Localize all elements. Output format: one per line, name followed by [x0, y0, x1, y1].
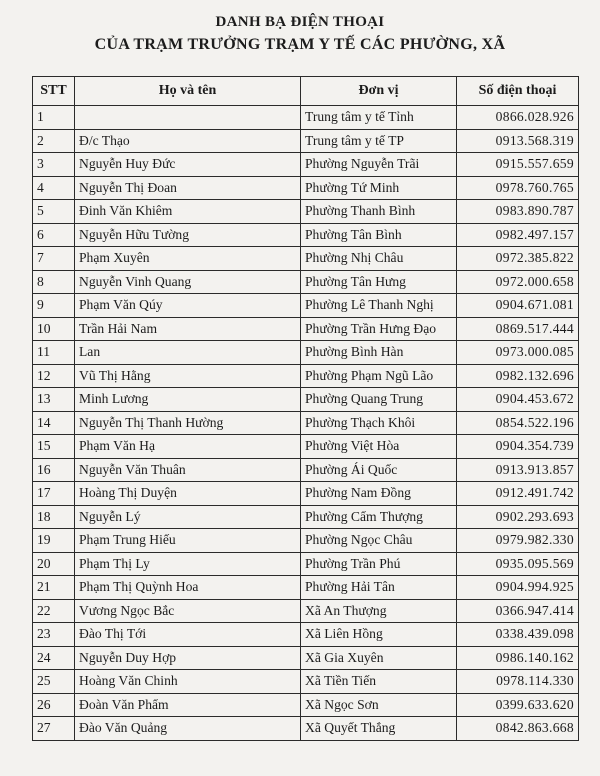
- row-stt-cell: 23: [33, 623, 75, 647]
- row-phone-cell: 0915.557.659: [457, 153, 579, 177]
- document-title: DANH BẠ ĐIỆN THOẠI: [215, 14, 385, 30]
- row-phone-cell: 0854.522.196: [457, 411, 579, 435]
- row-phone-cell: 0904.453.672: [457, 388, 579, 412]
- row-unit-cell: Xã Gia Xuyên: [301, 646, 457, 670]
- table-row: [33, 129, 579, 153]
- row-phone-cell: 0986.140.162: [457, 646, 579, 670]
- table-row: [33, 294, 579, 318]
- row-phone-cell: 0983.890.787: [457, 200, 579, 224]
- header-name: Họ và tên: [75, 77, 301, 106]
- row-unit-cell: Phường Nam Đồng: [301, 482, 457, 506]
- row-stt-cell: 16: [33, 458, 75, 482]
- row-name-cell: Nguyễn Văn Thuân: [75, 458, 301, 482]
- table-row: [33, 411, 579, 435]
- row-phone-cell: 0972.385.822: [457, 247, 579, 271]
- row-stt-cell: 9: [33, 294, 75, 318]
- row-name-cell: Phạm Thị Quỳnh Hoa: [75, 576, 301, 600]
- row-stt-cell: 2: [33, 129, 75, 153]
- table-row: [33, 646, 579, 670]
- row-phone-cell: 0935.095.569: [457, 552, 579, 576]
- row-name-cell: Phạm Xuyên: [75, 247, 301, 271]
- row-name-cell: Phạm Văn Qúy: [75, 294, 301, 318]
- row-phone-cell: 0842.863.668: [457, 717, 579, 741]
- row-unit-cell: Xã Ngọc Sơn: [301, 693, 457, 717]
- row-name-cell: Phạm Văn Hạ: [75, 435, 301, 459]
- row-stt-cell: 20: [33, 552, 75, 576]
- row-name-cell: Hoàng Thị Duyện: [75, 482, 301, 506]
- row-unit-cell: Phường Ái Quốc: [301, 458, 457, 482]
- row-stt-cell: 19: [33, 529, 75, 553]
- row-stt-cell: 7: [33, 247, 75, 271]
- table-row: [33, 458, 579, 482]
- row-phone-cell: 0913.568.319: [457, 129, 579, 153]
- row-unit-cell: Phường Quang Trung: [301, 388, 457, 412]
- row-stt-cell: 26: [33, 693, 75, 717]
- table-row: [33, 482, 579, 506]
- row-name-cell: Nguyễn Hữu Tường: [75, 223, 301, 247]
- table-row: [33, 223, 579, 247]
- row-phone-cell: 0972.000.658: [457, 270, 579, 294]
- row-unit-cell: Phường Bình Hàn: [301, 341, 457, 365]
- table-header-row: [33, 77, 579, 106]
- table-row: [33, 693, 579, 717]
- table-row: [33, 341, 579, 365]
- phone-directory-table: [32, 76, 579, 741]
- table-row: [33, 529, 579, 553]
- row-unit-cell: Phường Tân Hưng: [301, 270, 457, 294]
- table-row: [33, 153, 579, 177]
- row-name-cell: Đào Thị Tới: [75, 623, 301, 647]
- row-stt-cell: 21: [33, 576, 75, 600]
- row-name-cell: Trần Hải Nam: [75, 317, 301, 341]
- row-unit-cell: Phường Tứ Minh: [301, 176, 457, 200]
- header-phone: Số điện thoại: [457, 77, 579, 106]
- row-phone-cell: 0904.671.081: [457, 294, 579, 318]
- row-unit-cell: Xã Quyết Thắng: [301, 717, 457, 741]
- row-name-cell: Nguyễn Thị Đoan: [75, 176, 301, 200]
- row-phone-cell: 0338.439.098: [457, 623, 579, 647]
- document-subtitle: CỦA TRẠM TRƯỞNG TRẠM Y TẾ CÁC PHƯỜNG, XÃ: [94, 36, 506, 53]
- table-row: [33, 552, 579, 576]
- table-row: [33, 505, 579, 529]
- row-phone-cell: 0904.994.925: [457, 576, 579, 600]
- row-name-cell: Đoàn Văn Phẩm: [75, 693, 301, 717]
- row-unit-cell: Phường Trần Phú: [301, 552, 457, 576]
- row-stt-cell: 10: [33, 317, 75, 341]
- row-stt-cell: 15: [33, 435, 75, 459]
- row-name-cell: Nguyễn Lý: [75, 505, 301, 529]
- row-name-cell: Phạm Trung Hiếu: [75, 529, 301, 553]
- row-unit-cell: Phường Hải Tân: [301, 576, 457, 600]
- row-phone-cell: 0978.114.330: [457, 670, 579, 694]
- row-phone-cell: 0973.000.085: [457, 341, 579, 365]
- row-phone-cell: 0366.947.414: [457, 599, 579, 623]
- table-row: [33, 200, 579, 224]
- table-row: [33, 623, 579, 647]
- row-name-cell: Vũ Thị Hằng: [75, 364, 301, 388]
- row-stt-cell: 27: [33, 717, 75, 741]
- row-phone-cell: 0904.354.739: [457, 435, 579, 459]
- row-phone-cell: 0869.517.444: [457, 317, 579, 341]
- row-name-cell: Lan: [75, 341, 301, 365]
- row-unit-cell: Phường Việt Hòa: [301, 435, 457, 459]
- row-name-cell: Đào Văn Quảng: [75, 717, 301, 741]
- row-name-cell: Đinh Văn Khiêm: [75, 200, 301, 224]
- row-phone-cell: 0866.028.926: [457, 106, 579, 130]
- row-unit-cell: Phường Phạm Ngũ Lão: [301, 364, 457, 388]
- row-name-cell: Phạm Thị Ly: [75, 552, 301, 576]
- row-stt-cell: 14: [33, 411, 75, 435]
- table-row: [33, 599, 579, 623]
- row-name-cell: Nguyễn Thị Thanh Hường: [75, 411, 301, 435]
- row-phone-cell: 0902.293.693: [457, 505, 579, 529]
- row-stt-cell: 13: [33, 388, 75, 412]
- row-stt-cell: 11: [33, 341, 75, 365]
- row-unit-cell: Xã An Thượng: [301, 599, 457, 623]
- row-name-cell: [75, 106, 301, 130]
- row-name-cell: Hoàng Văn Chinh: [75, 670, 301, 694]
- row-phone-cell: 0982.497.157: [457, 223, 579, 247]
- row-unit-cell: Phường Trần Hưng Đạo: [301, 317, 457, 341]
- row-stt-cell: 8: [33, 270, 75, 294]
- row-unit-cell: Phường Thạch Khôi: [301, 411, 457, 435]
- table-row: [33, 670, 579, 694]
- row-stt-cell: 6: [33, 223, 75, 247]
- table-row: [33, 270, 579, 294]
- row-stt-cell: 3: [33, 153, 75, 177]
- row-unit-cell: Trung tâm y tế TP: [301, 129, 457, 153]
- table-row: [33, 176, 579, 200]
- row-stt-cell: 17: [33, 482, 75, 506]
- row-unit-cell: Trung tâm y tế Tỉnh: [301, 106, 457, 130]
- row-name-cell: Minh Lương: [75, 388, 301, 412]
- row-unit-cell: Phường Tân Bình: [301, 223, 457, 247]
- row-stt-cell: 5: [33, 200, 75, 224]
- row-unit-cell: Phường Thanh Bình: [301, 200, 457, 224]
- row-stt-cell: 18: [33, 505, 75, 529]
- row-stt-cell: 25: [33, 670, 75, 694]
- table-row: [33, 317, 579, 341]
- header-stt: STT: [33, 77, 75, 106]
- header-unit: Đơn vị: [301, 77, 457, 106]
- row-name-cell: Nguyễn Huy Đức: [75, 153, 301, 177]
- row-unit-cell: Phường Lê Thanh Nghị: [301, 294, 457, 318]
- table-row: [33, 576, 579, 600]
- table-row: [33, 435, 579, 459]
- row-unit-cell: Phường Ngọc Châu: [301, 529, 457, 553]
- table-row: [33, 247, 579, 271]
- row-phone-cell: 0913.913.857: [457, 458, 579, 482]
- row-phone-cell: 0979.982.330: [457, 529, 579, 553]
- row-stt-cell: 12: [33, 364, 75, 388]
- row-unit-cell: Phường Nguyễn Trãi: [301, 153, 457, 177]
- row-unit-cell: Phường Cẩm Thượng: [301, 505, 457, 529]
- row-name-cell: Nguyễn Vinh Quang: [75, 270, 301, 294]
- row-stt-cell: 4: [33, 176, 75, 200]
- row-stt-cell: 1: [33, 106, 75, 130]
- row-unit-cell: Xã Liên Hồng: [301, 623, 457, 647]
- table-row: [33, 717, 579, 741]
- table-row: [33, 388, 579, 412]
- row-name-cell: Đ/c Thạo: [75, 129, 301, 153]
- row-name-cell: Nguyễn Duy Hợp: [75, 646, 301, 670]
- row-phone-cell: 0912.491.742: [457, 482, 579, 506]
- row-stt-cell: 24: [33, 646, 75, 670]
- row-unit-cell: Xã Tiền Tiến: [301, 670, 457, 694]
- row-phone-cell: 0982.132.696: [457, 364, 579, 388]
- row-stt-cell: 22: [33, 599, 75, 623]
- row-unit-cell: Phường Nhị Châu: [301, 247, 457, 271]
- row-phone-cell: 0978.760.765: [457, 176, 579, 200]
- table-row: [33, 364, 579, 388]
- table-row: [33, 106, 579, 130]
- row-phone-cell: 0399.633.620: [457, 693, 579, 717]
- row-name-cell: Vương Ngọc Bắc: [75, 599, 301, 623]
